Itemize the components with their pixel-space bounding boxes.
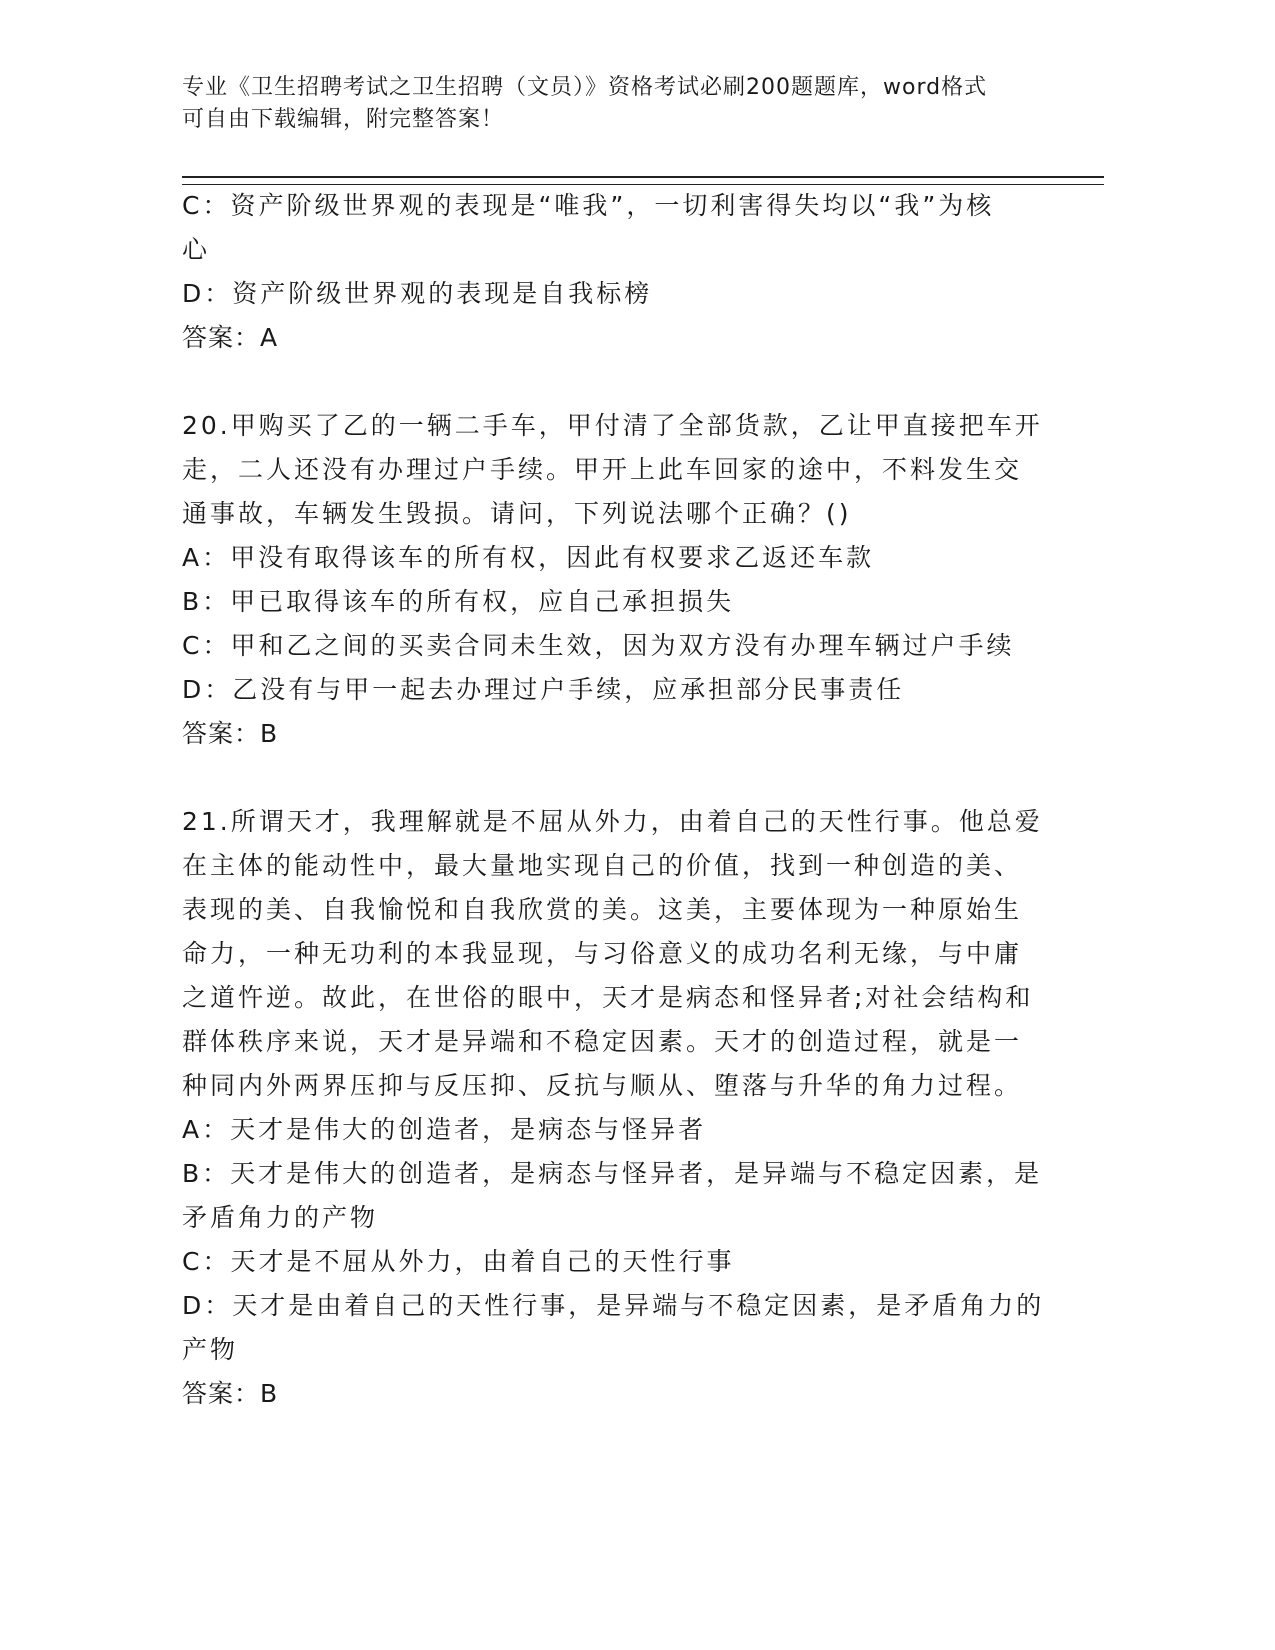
q20-stem-line-2: 走，二人还没有办理过户手续。甲开上此车回家的途中，不料发生交 <box>182 455 1023 484</box>
document-header <box>182 72 1082 136</box>
q21-stem-line-4: 命力，一种无功利的本我显现，与习俗意义的成功名利无缘，与中庸 <box>182 939 1023 968</box>
q20-option-c: C：甲和乙之间的买卖合同未生效，因为双方没有办理车辆过户手续 <box>182 631 1015 660</box>
q20-option-d: D：乙没有与甲一起去办理过户手续，应承担部分民事责任 <box>182 675 905 704</box>
q21-stem-line-2: 在主体的能动性中，最大量地实现自己的价值，找到一种创造的美、 <box>182 851 1023 880</box>
question-21 <box>182 800 1062 1416</box>
q21-stem-line-6: 群体秩序来说，天才是异端和不稳定因素。天才的创造过程，就是一 <box>182 1027 1023 1056</box>
header-title-line-2: 可自由下载编辑，附完整答案！ <box>182 107 505 132</box>
q19-option-c-line-1: C：资产阶级世界观的表现是“唯我”，一切利害得失均以“我”为核 <box>182 191 995 220</box>
q20-option-b: B：甲已取得该车的所有权，应自己承担损失 <box>182 587 735 616</box>
q19-option-d: D：资产阶级世界观的表现是自我标榜 <box>182 279 653 308</box>
q21-option-a: A：天才是伟大的创造者，是病态与怪异者 <box>182 1115 707 1144</box>
q21-stem-line-5: 之道忤逆。故此，在世俗的眼中，天才是病态和怪异者;对社会结构和 <box>182 983 1034 1012</box>
q21-option-b-line-1: B：天才是伟大的创造者，是病态与怪异者，是异端与不稳定因素，是 <box>182 1159 1043 1188</box>
document-body <box>182 184 1062 1416</box>
q20-answer: 答案：B <box>182 719 279 748</box>
question-20 <box>182 404 1062 756</box>
q21-answer: 答案：B <box>182 1379 279 1408</box>
q20-stem-line-3: 通事故，车辆发生毁损。请问，下列说法哪个正确？() <box>182 499 852 528</box>
q21-option-d-line-2: 产物 <box>182 1335 239 1364</box>
q19-option-c-line-2: 心 <box>182 235 211 264</box>
q20-option-a: A：甲没有取得该车的所有权，因此有权要求乙返还车款 <box>182 543 875 572</box>
question-19-tail <box>182 184 1062 360</box>
header-title-line-1: 专业《卫生招聘考试之卫生招聘（文员）》资格考试必刷200题题库，word格式 <box>182 75 988 100</box>
q21-option-c: C：天才是不屈从外力，由着自己的天性行事 <box>182 1247 735 1276</box>
q21-stem-line-7: 种同内外两界压抑与反压抑、反抗与顺从、堕落与升华的角力过程。 <box>182 1071 1023 1100</box>
q19-answer: 答案：A <box>182 323 279 352</box>
q21-option-b-line-2: 矛盾角力的产物 <box>182 1203 379 1232</box>
q20-stem-line-1: 20.甲购买了乙的一辆二手车，甲付清了全部货款，乙让甲直接把车开 <box>182 411 1043 440</box>
q21-option-d-line-1: D：天才是由着自己的天性行事，是异端与不稳定因素，是矛盾角力的 <box>182 1291 1045 1320</box>
q21-stem-line-3: 表现的美、自我愉悦和自我欣赏的美。这美，主要体现为一种原始生 <box>182 895 1023 924</box>
q21-stem-line-1: 21.所谓天才，我理解就是不屈从外力，由着自己的天性行事。他总爱 <box>182 807 1043 836</box>
